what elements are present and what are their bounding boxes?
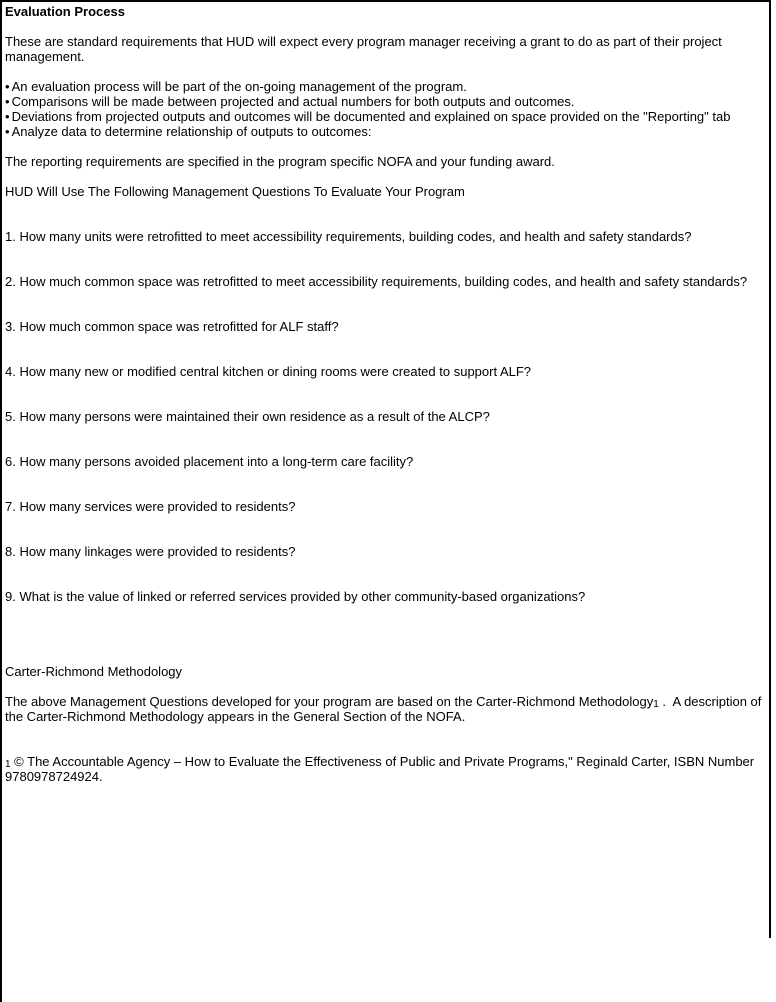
bullet-item	[5, 94, 768, 109]
bullet-item-text: An evaluation process will be part of the on-going management of the program.	[11, 79, 467, 94]
question-item: 7. How many services were provided to residents?	[5, 499, 296, 514]
requirements-bullet-list	[5, 79, 768, 139]
questions-list	[5, 199, 768, 634]
bullet-icon: •	[5, 79, 10, 94]
questions-heading: HUD Will Use The Following Management Questions To Evaluate Your Program	[5, 184, 465, 199]
bullet-item-text: Analyze data to determine relationship of outputs to outcomes:	[11, 124, 372, 139]
question-item: 8. How many linkages were provided to residents?	[5, 544, 296, 559]
footnote-ref-marker: 1	[653, 699, 659, 710]
intro-paragraph: These are standard requirements that HUD will expect every program manager receiving a grant to do as part of their project management.	[5, 34, 726, 64]
footnote-marker: 1	[5, 759, 11, 770]
reporting-note: The reporting requirements are specified in the program specific NOFA and your funding award.	[5, 154, 555, 169]
question-item: 3. How much common space was retrofitted for ALF staff?	[5, 319, 339, 334]
bullet-icon: •	[5, 94, 10, 109]
footnote	[5, 754, 768, 784]
methodology-text-before-ref: The above Management Questions developed for your program are based on the Carter-Richmond Methodology	[5, 694, 654, 709]
methodology-paragraph	[5, 694, 768, 724]
document-content	[2, 2, 768, 784]
footnote-text: © The Accountable Agency – How to Evaluate the Effectiveness of Public and Private Programs," Reginald Carter, ISBN Number 9780978724924.	[5, 754, 758, 784]
bullet-item-text: Deviations from projected outputs and outcomes will be documented and explained on space provided on the "Reporting" tab	[11, 109, 731, 124]
bullet-item-text: Comparisons will be made between projected and actual numbers for both outputs and outcomes.	[11, 94, 575, 109]
question-item: 5. How many persons were maintained their own residence as a result of the ALCP?	[5, 409, 490, 424]
methodology-heading: Carter-Richmond Methodology	[5, 664, 183, 679]
methodology-text-after-ref: . A description of the Carter-Richmond Methodology appears in the General Section of the NOFA.	[5, 694, 766, 724]
page-title: Evaluation Process	[5, 4, 125, 19]
bullet-icon: •	[5, 124, 10, 139]
bullet-item	[5, 109, 768, 124]
bullet-icon: •	[5, 109, 10, 124]
question-item: 1. How many units were retrofitted to meet accessibility requirements, building codes, and health and safety standards?	[5, 229, 692, 244]
question-item: 9. What is the value of linked or referred services provided by other community-based organizations?	[5, 589, 586, 604]
bullet-item	[5, 79, 768, 94]
question-item: 2. How much common space was retrofitted to meet accessibility requirements, building codes, and health and safety standards?	[5, 274, 748, 289]
page-border-right	[769, 0, 771, 938]
bullet-item	[5, 124, 768, 139]
question-item: 6. How many persons avoided placement into a long-term care facility?	[5, 454, 414, 469]
question-item: 4. How many new or modified central kitchen or dining rooms were created to support ALF?	[5, 364, 532, 379]
